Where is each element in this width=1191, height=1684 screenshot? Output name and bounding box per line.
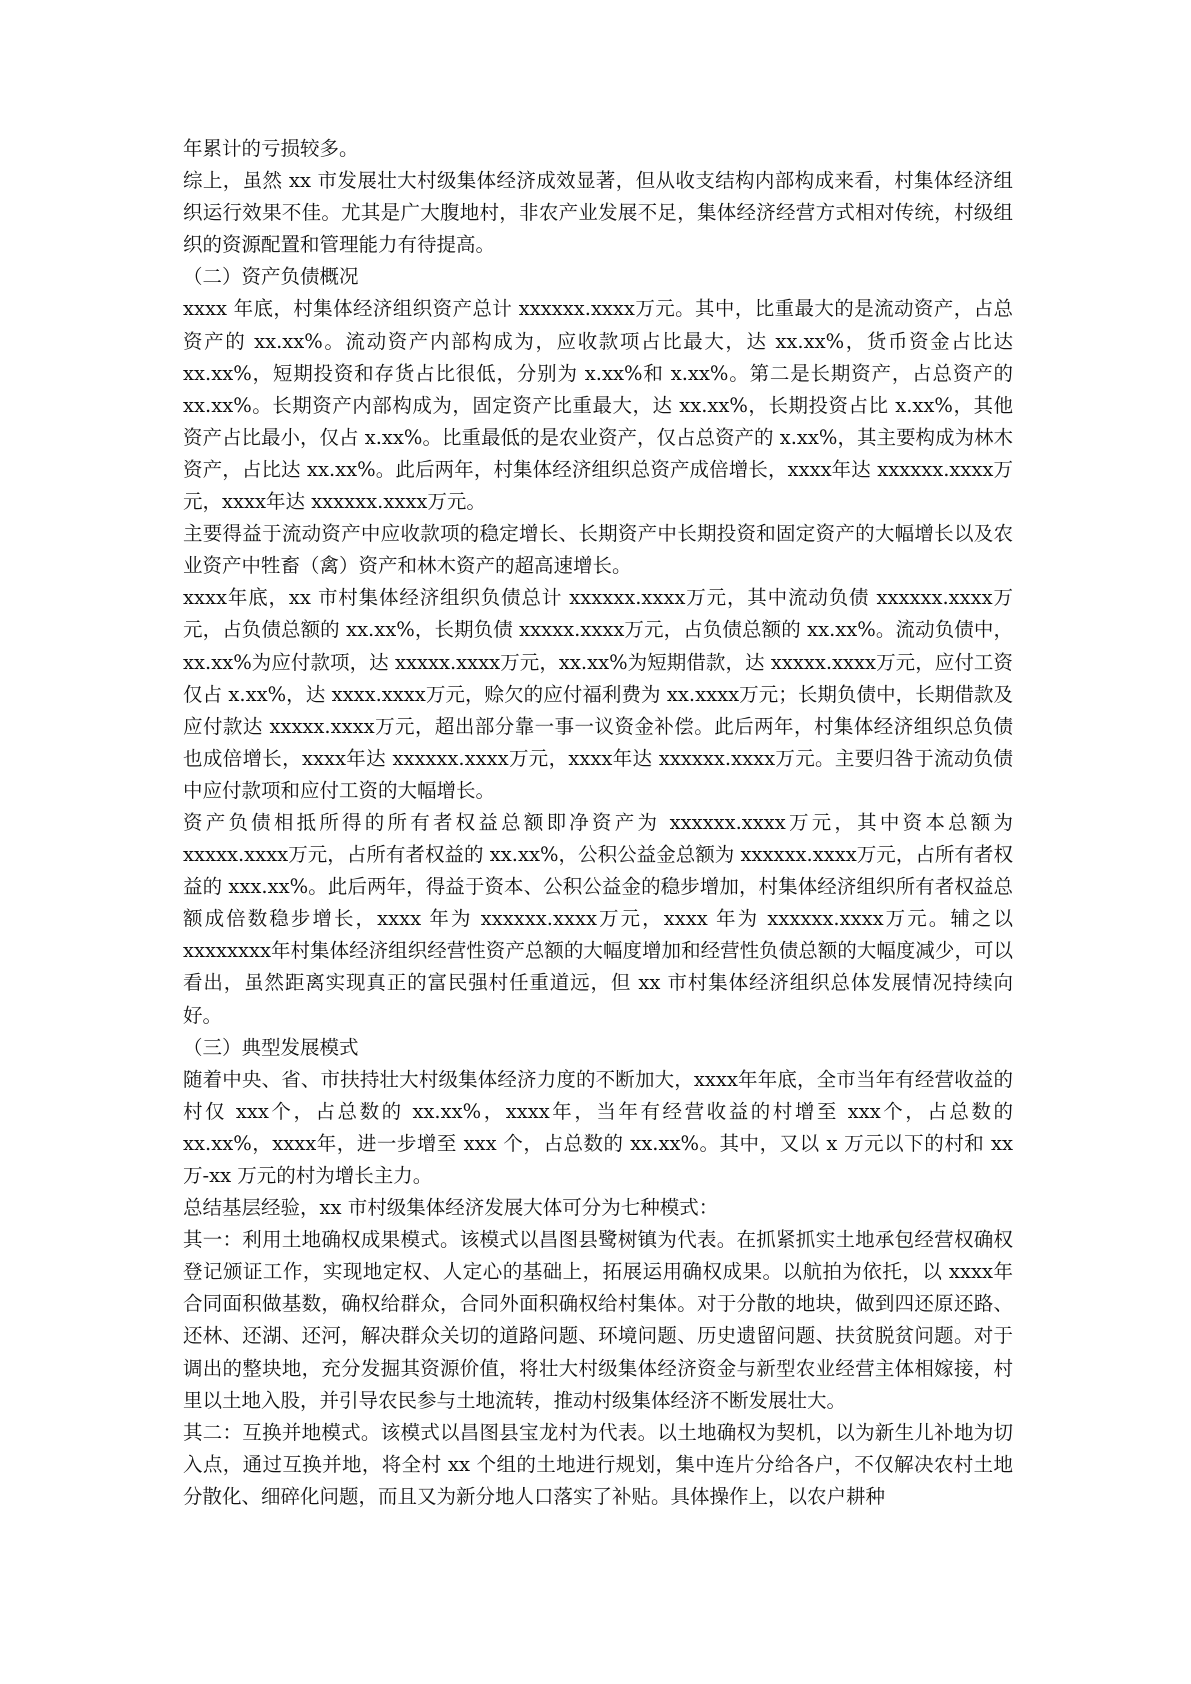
paragraph-total-liabilities: xxxx年底，xx 市村集体经济组织负债总计 xxxxxx.xxxx万元，其中流动负债 xxxxxx.xxxx万元，占负债总额的 xx.xx%，长期负债 xxxxx.xxxx万元，占负债总额的 xx.xx%。流动负债中，xx.xx%为应付款项，达 xxxxx.xxxx万元，xx.xx%为短期借款，达 xxxxx.xxxx万元，应付工资仅占 x.xx%，达 xxxx.xxxx万元，赊欠的应付福利费为 xx.xxxx万元；长期负债中，长期借款及应付款达 xxxxx.xxxx万元，超出部分靠一事一议资金补偿。此后两年，村集体经济组织总负债也成倍增长，xxxx年达 xxxxxx.xxxx万元，xxxx年达 xxxxxx.xxxx万元。主要归咎于流动负债中应付款项和应付工资的大幅增长。 (183, 586, 1013, 802)
paragraph-model-two: 其二：互换并地模式。该模式以昌图县宝龙村为代表。以土地确权为契机，以为新生儿补地为切入点，通过互换并地，将全村 xx 个组的土地进行规划，集中连片分给各户，不仅解决农村土地分散化、细碎化问题，而且又为新分地人口落实了补贴。具体操作上，以农户耕种 (183, 1420, 1013, 1508)
section-heading-development-models: （三）典型发展模式 (183, 1035, 359, 1059)
paragraph-net-assets: 资产负债相抵所得的所有者权益总额即净资产为 xxxxxx.xxxx万元，其中资本总额为 xxxxx.xxxx万元，占所有者权益的 xx.xx%，公积公益金总额为 xxxxxx.xxxx万元，占所有者权益的 xxx.xx%。此后两年，得益于资本、公积公益金的稳步增加，村集体经济组织所有者权益总额成倍数稳步增长，xxxx 年为 xxxxxx.xxxx万元，xxxx 年为 xxxxxx.xxxx万元。辅之以 xxxxxxxx年村集体经济组织经营性资产总额的大幅度增加和经营性负债总额的大幅度减少，可以看出，虽然距离实现真正的富民强村任重道远，但 xx 市村集体经济组织总体发展情况持续向好。 (183, 810, 1013, 1027)
paragraph-asset-growth-reason: 主要得益于流动资产中应收款项的稳定增长、长期资产中长期投资和固定资产的大幅增长以及农业资产中牲畜（禽）资产和林木资产的超高速增长。 (183, 522, 1013, 578)
paragraph-loss-continuation: 年累计的亏损较多。 (183, 137, 359, 160)
paragraph-summary: 综上，虽然 xx 市发展壮大村级集体经济成效显著，但从收支结构内部构成来看，村集体经济组织运行效果不佳。尤其是广大腹地村，非农产业发展不足，集体经济经营方式相对传统，村级组织的资源配置和管理能力有待提高。 (183, 169, 1013, 257)
paragraph-seven-models-intro: 总结基层经验，xx 市村级集体经济发展大体可分为七种模式： (183, 1196, 719, 1220)
document-page (183, 133, 1013, 1513)
paragraph-revenue-villages: 随着中央、省、市扶持壮大村级集体经济力度的不断加大，xxxx年年底，全市当年有经营收益的村仅 xxx个，占总数的 xx.xx%，xxxx年，当年有经营收益的村增至 xxx个，占总数的 xx.xx%，xxxx年，进一步增至 xxx 个，占总数的 xx.xx%。其中，又以 x 万元以下的村和 xx 万-xx 万元的村为增长主力。 (183, 1067, 1013, 1187)
paragraph-model-one: 其一：利用土地确权成果模式。该模式以昌图县鹭树镇为代表。在抓紧抓实土地承包经营权确权登记颁证工作，实现地定权、人定心的基础上，拓展运用确权成果。以航拍为依托，以 xxxx年合同面积做基数，确权给群众，合同外面积确权给村集体。对于分散的地块，做到四还原还路、还林、还湖、还河，解决群众关切的道路问题、环境问题、历史遗留问题、扶贫脱贫问题。对于调出的整块地，充分发掘其资源价值，将壮大村级集体经济资金与新型农业经营主体相嫁接，村里以土地入股，并引导农民参与土地流转，推动村级集体经济不断发展壮大。 (183, 1228, 1013, 1412)
paragraph-total-assets: xxxx 年底，村集体经济组织资产总计 xxxxxx.xxxx万元。其中，比重最大的是流动资产，占总资产的 xx.xx%。流动资产内部构成为，应收款项占比最大，达 xx.xx%，货币资金占比达 xx.xx%，短期投资和存货占比很低，分别为 x.xx%和 x.xx%。第二是长期资产，占总资产的 xx.xx%。长期资产内部构成为，固定资产比重最大，达 xx.xx%，长期投资占比 x.xx%，其他资产占比最小，仅占 x.xx%。比重最低的是农业资产，仅占总资产的 x.xx%，其主要构成为林木资产，占比达 xx.xx%。此后两年，村集体经济组织总资产成倍增长，xxxx年达 xxxxxx.xxxx万元，xxxx年达 xxxxxx.xxxx万元。 (183, 297, 1013, 514)
section-heading-assets-liabilities: （二）资产负债概况 (183, 265, 359, 289)
